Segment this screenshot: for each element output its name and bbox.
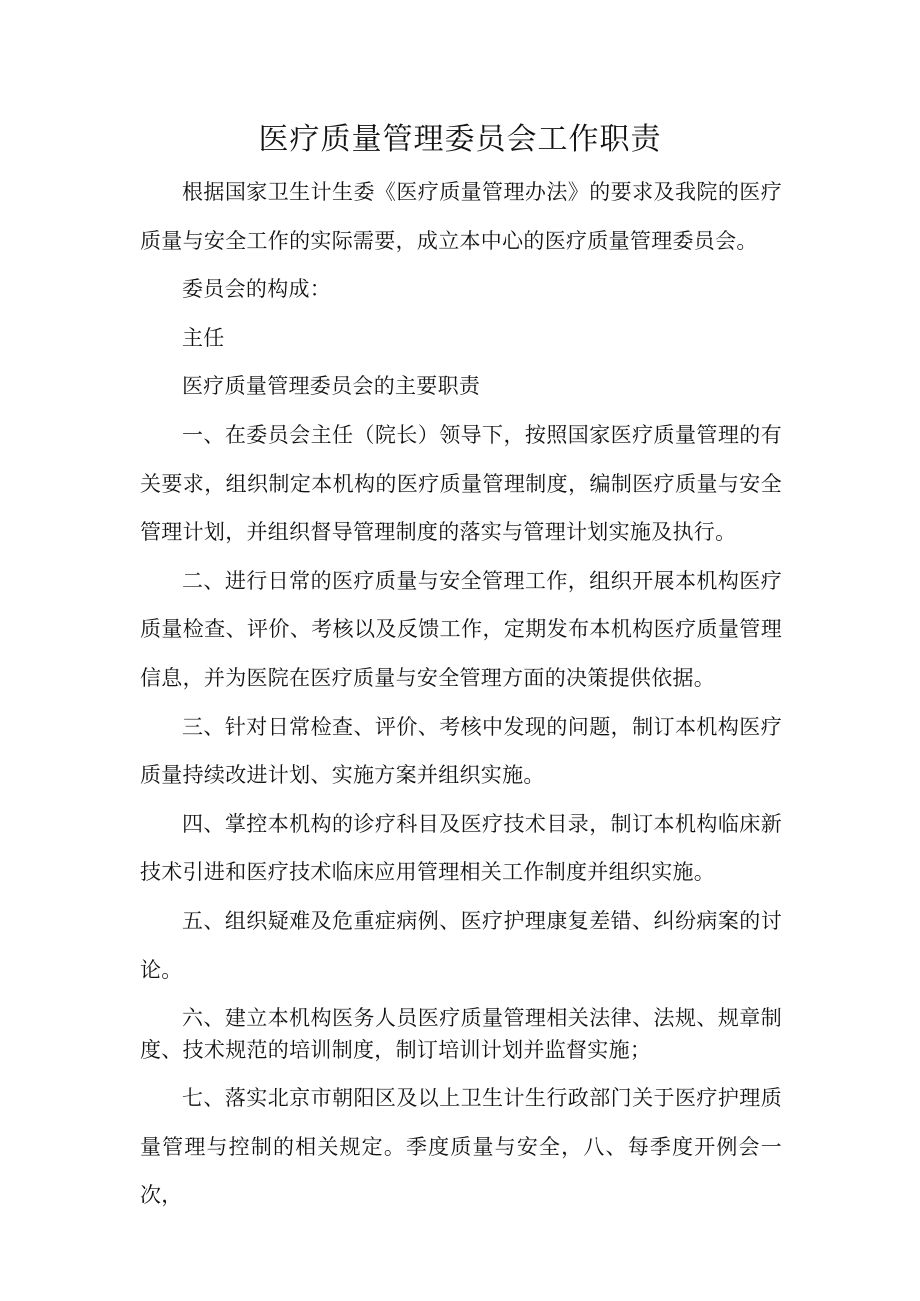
paragraph-intro: 根据国家卫生计生委《医疗质量管理办法》的要求及我院的医疗质量与安全工作的实际需要，成立本中心的医疗质量管理委员会。 — [140, 180, 782, 253]
document-body — [140, 168, 782, 1220]
document-title: 医疗质量管理委员会工作职责 — [258, 122, 662, 157]
paragraph-duty-1: 一、在委员会主任（院长）领导下，按照国家医疗质量管理的有关要求，组织制定本机构的医疗质量管理制度，编制医疗质量与安全管理计划，并组织督导管理制度的落实与管理计划实施及执行。 — [140, 422, 782, 545]
paragraph-director: 主任 — [182, 325, 225, 350]
paragraph-duty-7: 七、落实北京市朝阳区及以上卫生计生行政部门关于医疗护理质量管理与控制的相关规定。季度质量与安全，八、每季度开例会一次， — [140, 1086, 782, 1208]
paragraph-duty-4: 四、掌控本机构的诊疗科目及医疗技术目录，制订本机构临床新技术引进和医疗技术临床应用管理相关工作制度并组织实施。 — [140, 811, 782, 885]
paragraph-duty-6: 六、建立本机构医务人员医疗质量管理相关法律、法规、规章制度、技术规范的培训制度，制订培训计划并监督实施； — [140, 1006, 782, 1063]
paragraph-duty-5: 五、组织疑难及危重症病例、医疗护理康复差错、纠纷病案的讨论。 — [140, 908, 782, 982]
paragraph-duty-3: 三、针对日常检查、评价、考核中发现的问题，制订本机构医疗质量持续改进计划、实施方案并组织实施。 — [140, 714, 782, 788]
paragraph-duty-2: 二、进行日常的医疗质量与安全管理工作，组织开展本机构医疗质量检查、评价、考核以及反馈工作，定期发布本机构医疗质量管理信息，并为医院在医疗质量与安全管理方面的决策提供依据。 — [140, 568, 782, 690]
paragraph-duties-heading: 医疗质量管理委员会的主要职责 — [182, 374, 481, 399]
paragraph-composition-heading: 委员会的构成： — [182, 277, 332, 302]
